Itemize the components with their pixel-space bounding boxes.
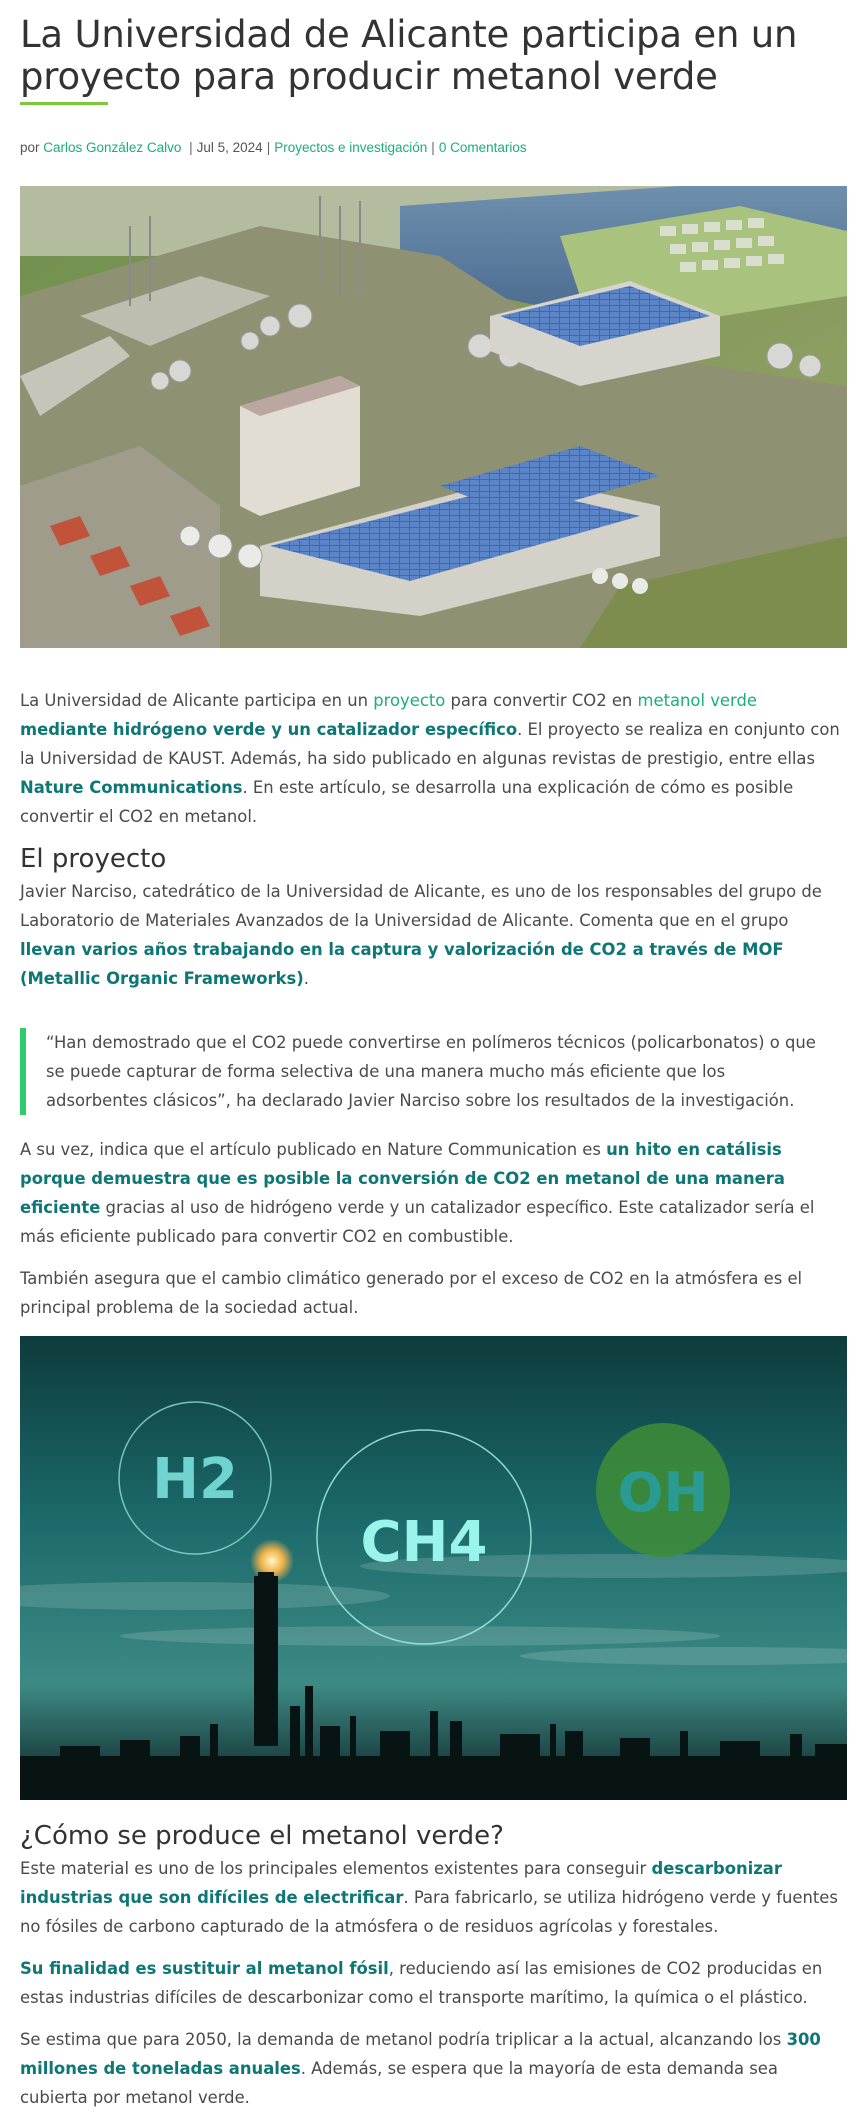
text: . Para fabricarlo, se utiliza hidrógeno verde y fuentes no fósiles de carbono capturado de la atmósfera o de residuos agrícolas y forestales.: [20, 1888, 838, 1936]
paragraph-finalidad: [20, 1954, 842, 2012]
title-underline: [20, 102, 108, 105]
blockquote: [20, 1028, 842, 1115]
h2-molecule-label: H2: [152, 1447, 238, 1512]
text: Este material es uno de los principales elementos existentes para conseguir: [20, 1859, 652, 1878]
author-link[interactable]: Carlos González Calvo: [43, 140, 182, 155]
quote-text: “Han demostrado que el CO2 puede convertirse en polímeros técnicos (policarbonatos) o que se puede capturar de forma selectiva de una manera mucho más eficiente que los adsorbentes clásicos”, ha declarado Javier Narciso sobre los resultados de la investigación.: [46, 1033, 816, 1110]
comments-link[interactable]: 0 Comentarios: [438, 140, 527, 155]
text: , reduciendo así las emisiones de CO2 producidas en estas industrias difíciles de descarbonizar como el transporte marítimo, la química o el plástico.: [20, 1959, 823, 2007]
paragraph-proyecto: [20, 877, 842, 993]
post-date: Jul 5, 2024: [196, 140, 263, 155]
article-title: [20, 14, 842, 98]
category-link[interactable]: Proyectos e investigación: [274, 140, 428, 155]
text: La Universidad de Alicante participa en un: [20, 691, 374, 710]
proyecto-link[interactable]: proyecto: [373, 691, 446, 710]
title-line-1: La Universidad de Alicante participa en un: [20, 13, 798, 56]
section-heading-el-proyecto: El proyecto: [20, 844, 167, 874]
meta-separator: |: [431, 140, 435, 155]
bold-text: un hito en catálisis porque demuestra que es posible la conversión de CO2 en metanol de una manera eficiente: [20, 1140, 785, 1217]
bold-text: mediante hidrógeno verde y un catalizador específico: [20, 720, 518, 739]
bold-text: descarbonizar industrias que son difíciles de electrificar: [20, 1859, 782, 1907]
oh-molecule-label: OH: [617, 1461, 709, 1524]
text: .: [303, 969, 309, 988]
text: Se estima que para 2050, la demanda de metanol podría triplicar a la actual, alcanzando los: [20, 2030, 787, 2049]
paragraph-cambio-climatico: También asegura que el cambio climático generado por el exceso de CO2 en la atmósfera es el principal problema de la sociedad actual.: [20, 1269, 803, 1317]
title-line-2: proyecto para producir metanol verde: [20, 55, 718, 98]
text: A su vez, indica que el artículo publicado en Nature Communication es: [20, 1140, 607, 1159]
bold-text: Su finalidad es sustituir al metanol fósil: [20, 1959, 389, 1978]
hero-image-industrial-plant: [20, 186, 847, 648]
text: para convertir CO2 en: [445, 691, 638, 710]
text: gracias al uso de hidrógeno verde y un catalizador específico. Este catalizador sería el más eficiente publicado para convertir CO2 en combustible.: [20, 1198, 815, 1246]
meta-separator: |: [189, 140, 193, 155]
molecules-refinery-image: [20, 1336, 847, 1800]
text: . En este artículo, se desarrolla una explicación de cómo es posible convertir el CO2 en metanol.: [20, 778, 794, 826]
meta-by: por: [20, 140, 40, 155]
section-heading-como-se-produce: ¿Cómo se produce el metanol verde?: [20, 1821, 504, 1851]
meta-separator: |: [266, 140, 271, 155]
ch4-molecule-label: CH4: [360, 1510, 488, 1575]
bold-text: Nature Communications: [20, 778, 243, 797]
text: Javier Narciso, catedrático de la Universidad de Alicante, es uno de los responsables del grupo de Laboratorio de Materiales Avanzados de la Universidad de Alicante. Comenta que en el grupo: [20, 882, 822, 930]
text: . Además, se espera que la mayoría de esta demanda sea cubierta por metanol verde.: [20, 2059, 778, 2107]
paragraph-hito: [20, 1135, 842, 1251]
bold-text: 300 millones de toneladas anuales: [20, 2030, 821, 2078]
post-meta: [20, 139, 842, 157]
text: . El proyecto se realiza en conjunto con la Universidad de KAUST. Además, ha sido publicado en algunas revistas de prestigio, entre ellas: [20, 720, 840, 768]
metanol-verde-link[interactable]: metanol verde: [637, 691, 757, 710]
paragraph-intro: [20, 686, 842, 831]
paragraph-2050: [20, 2025, 842, 2112]
bold-text: llevan varios años trabajando en la captura y valorización de CO2 a través de MOF (Metallic Organic Frameworks): [20, 940, 784, 988]
paragraph-descarbonizar: [20, 1854, 842, 1941]
